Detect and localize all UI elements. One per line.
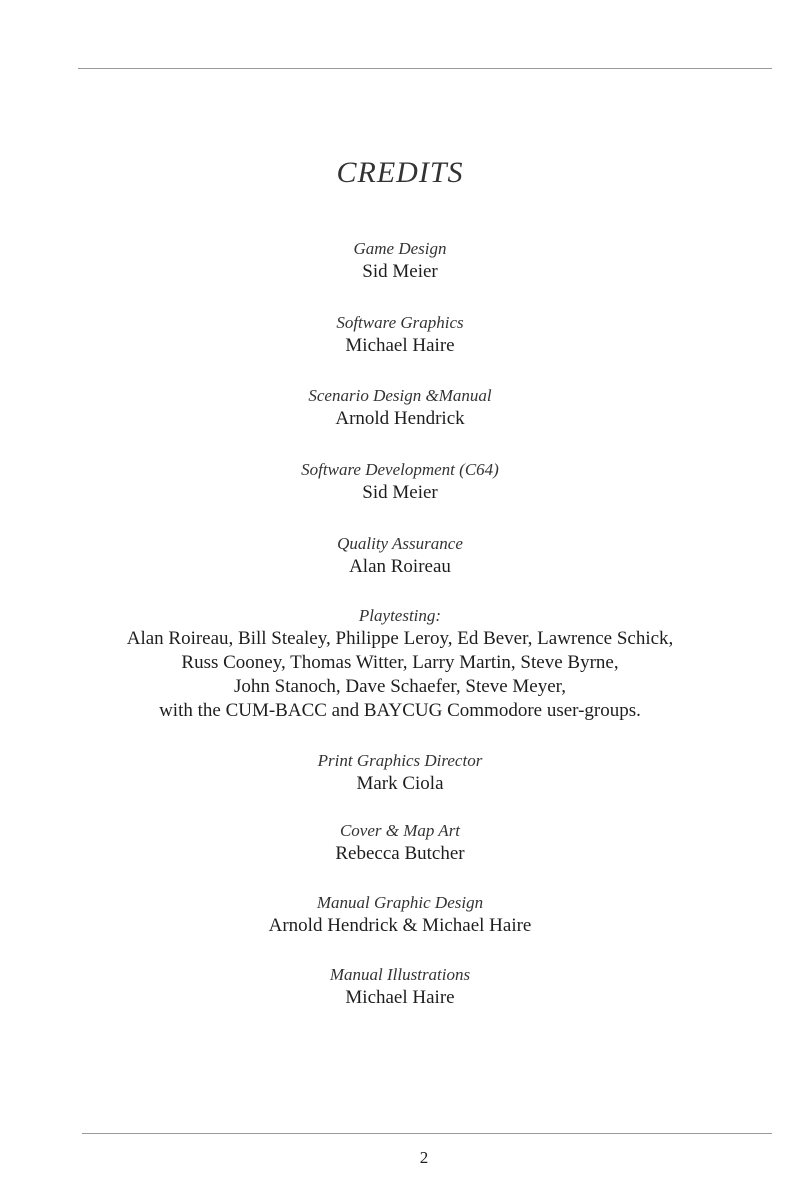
page-number: 2 (419, 1148, 429, 1167)
credit-role: Playtesting: (358, 606, 442, 625)
credit-role: Manual Graphic Design (316, 893, 484, 912)
credit-cover-map-art (0, 820, 800, 866)
credit-playtesting (0, 605, 800, 723)
credit-name: Russ Cooney, Thomas Witter, Larry Martin, Steve Byrne, (181, 652, 619, 673)
credit-name: Michael Haire (345, 335, 455, 356)
top-divider (78, 68, 772, 69)
credit-quality-assurance (0, 533, 800, 579)
credit-name: Sid Meier (362, 261, 438, 282)
credit-name: Mark Ciola (356, 773, 444, 794)
credit-role: Print Graphics Director (317, 751, 483, 770)
credit-name: Arnold Hendrick (335, 408, 465, 429)
credit-name: John Stanoch, Dave Schaefer, Steve Meyer, (234, 676, 566, 697)
credit-name: Michael Haire (345, 987, 455, 1008)
credit-game-design (0, 238, 800, 284)
credit-name: Arnold Hendrick & Michael Haire (268, 915, 532, 936)
credit-name: Alan Roireau (349, 556, 451, 577)
credit-name: Alan Roireau, Bill Stealey, Philippe Leroy, Ed Bever, Lawrence Schick, (126, 628, 674, 649)
credit-role: Manual Illustrations (329, 965, 471, 984)
credit-role: Quality Assurance (337, 534, 463, 553)
credit-role: Scenario Design &Manual (308, 386, 492, 405)
credit-role: Game Design (353, 239, 447, 258)
credit-role: Software Graphics (336, 313, 464, 332)
credit-name: Rebecca Butcher (335, 843, 465, 864)
credit-software-development (0, 459, 800, 505)
bottom-divider (82, 1133, 772, 1134)
page-title: CREDITS (336, 156, 464, 189)
credit-name: Sid Meier (362, 482, 438, 503)
credit-manual-illustrations (0, 964, 800, 1010)
credit-print-graphics-director (0, 750, 800, 796)
credit-manual-graphic-design (0, 892, 800, 938)
credit-name: with the CUM-BACC and BAYCUG Commodore user-groups. (159, 700, 641, 721)
credit-software-graphics (0, 312, 800, 358)
credit-scenario-design (0, 385, 800, 431)
credit-role: Cover & Map Art (339, 821, 461, 840)
credit-role: Software Development (C64) (301, 460, 499, 479)
